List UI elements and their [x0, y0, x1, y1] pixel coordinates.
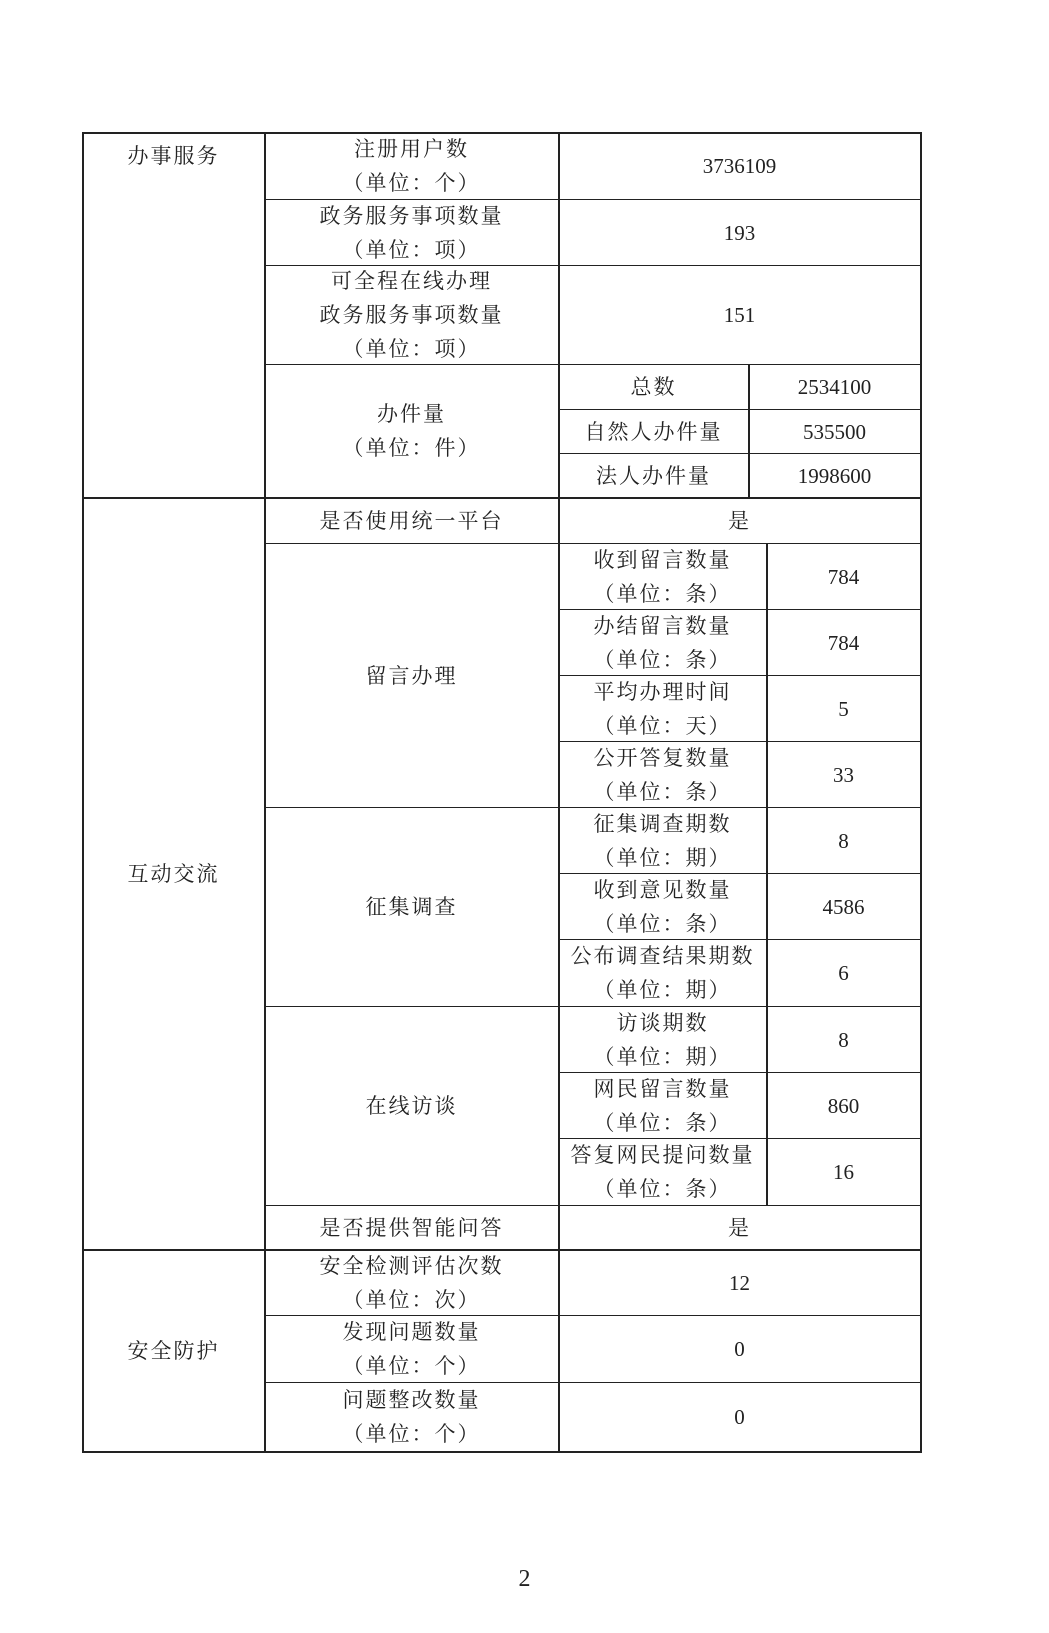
registered-users-value: 3736109 [702, 154, 777, 178]
cases-label: 办件量 （单位：件） [342, 402, 481, 460]
problems-value: 0 [734, 1337, 745, 1361]
service-items-label: 政务服务事项数量 （单位：项） [319, 203, 504, 262]
survey-results-value: 6 [838, 961, 849, 985]
messages-received-label: 收到留言数量 （单位：条） [593, 547, 732, 606]
service-items-value: 193 [723, 220, 756, 245]
interview-netizen-msgs-value: 860 [827, 1093, 860, 1118]
interview-periods-label: 访谈期数 （单位：期） [593, 1010, 732, 1069]
messages-avg-time-value: 5 [838, 696, 849, 721]
messages-closed-value: 784 [827, 630, 860, 655]
interview-netizen-msgs-label: 网民留言数量 （单位：条） [593, 1076, 732, 1135]
messages-received-value: 784 [827, 564, 860, 589]
cases-legal-label: 法人办件量 [596, 463, 711, 488]
survey-label: 征集调查 [365, 895, 458, 919]
online-items-label: 可全程在线办理 政务服务事项数量 （单位：项） [319, 269, 504, 361]
cases-total-value: 2534100 [797, 375, 872, 399]
cases-legal-value: 1998600 [797, 463, 872, 488]
messages-closed-label: 办结留言数量 （单位：条） [593, 613, 732, 672]
interview-periods-value: 8 [838, 1027, 849, 1052]
cases-natural-label: 自然人办件量 [584, 419, 723, 444]
smart-qa-label: 是否提供智能问答 [319, 1215, 504, 1240]
survey-periods-label: 征集调查期数 （单位：期） [593, 811, 732, 870]
problems-label: 发现问题数量 （单位：个） [342, 1320, 481, 1378]
messages-avg-time-label: 平均办理时间 （单位：天） [593, 679, 732, 738]
cases-natural-value: 535500 [803, 419, 866, 444]
cases-total-label: 总数 [630, 375, 677, 399]
survey-opinions-value: 4586 [822, 894, 865, 919]
unified-platform-label: 是否使用统一平台 [319, 509, 504, 533]
table-border-bottom [82, 1451, 922, 1453]
table-border-right [920, 132, 922, 1452]
online-items-value: 151 [723, 303, 756, 327]
interview-label: 在线访谈 [365, 1094, 458, 1118]
registered-users-label: 注册用户数 （单位：个） [342, 137, 481, 195]
section-label-banshi: 办事服务 [127, 144, 220, 168]
inspections-label: 安全检测评估次数 （单位：次） [319, 1254, 504, 1312]
messages-public-replies-label: 公开答复数量 （单位：条） [593, 745, 732, 804]
section-label-anquan: 安全防护 [127, 1339, 220, 1363]
unified-platform-value: 是 [728, 509, 751, 533]
fixed-value: 0 [734, 1405, 745, 1429]
fixed-label: 问题整改数量 （单位：个） [342, 1388, 481, 1446]
survey-results-label: 公布调查结果期数 （单位：期） [570, 944, 755, 1002]
messages-label: 留言办理 [365, 663, 458, 688]
inspections-value: 12 [729, 1271, 750, 1295]
interview-answers-label: 答复网民提问数量 （单位：条） [570, 1143, 755, 1201]
page-number: 2 [518, 1566, 531, 1592]
section-label-hudong: 互动交流 [127, 862, 220, 886]
survey-periods-value: 8 [838, 828, 849, 853]
interview-answers-value: 16 [833, 1160, 854, 1184]
messages-public-replies-value: 33 [833, 762, 854, 787]
survey-opinions-label: 收到意见数量 （单位：条） [593, 877, 732, 936]
smart-qa-value: 是 [728, 1215, 751, 1240]
